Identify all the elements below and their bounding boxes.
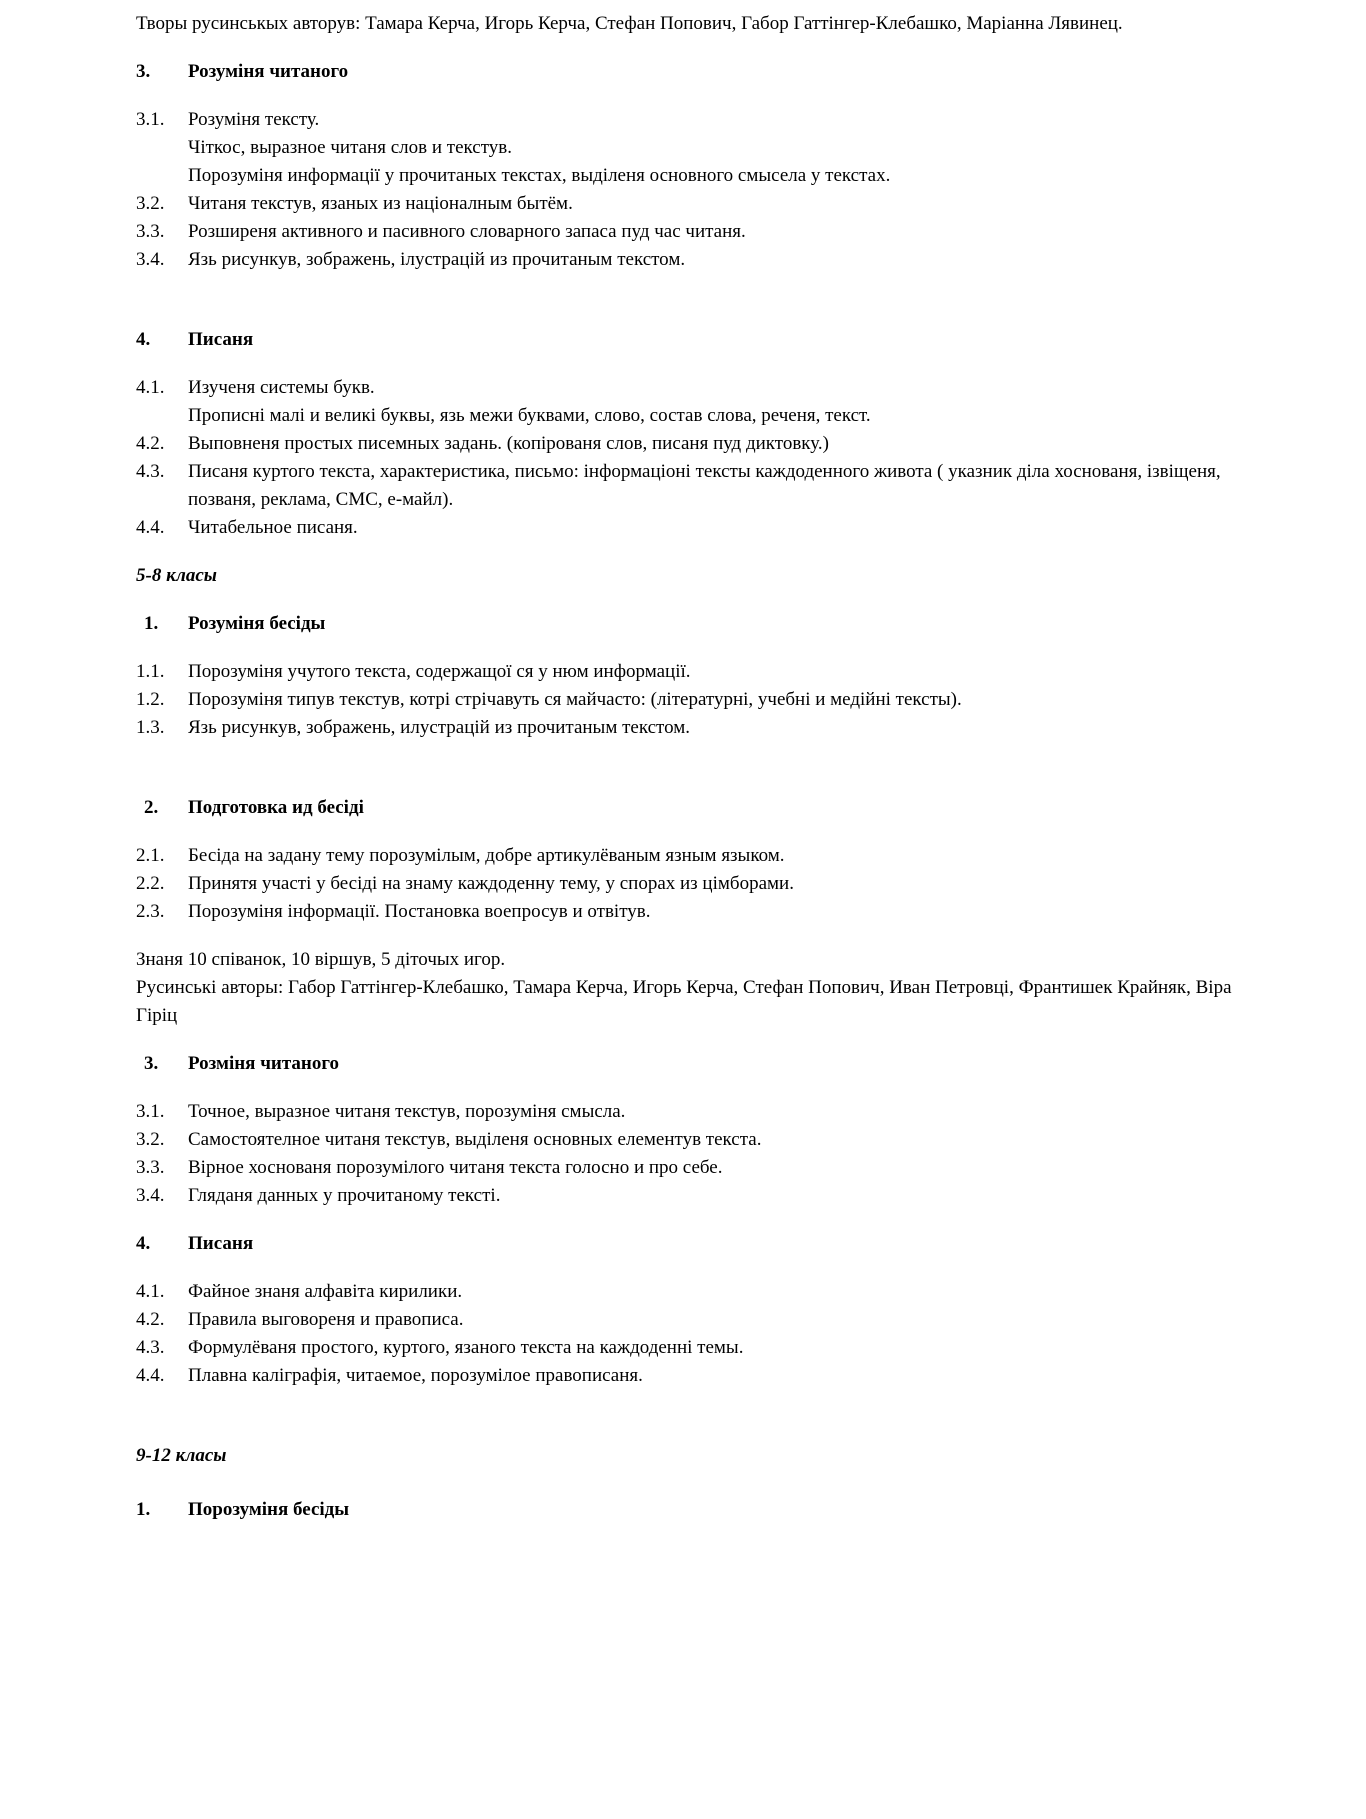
section-number: 1. (136, 1499, 151, 1520)
list-item (136, 514, 1236, 542)
section-title: Порозуміня бесіды (188, 1499, 350, 1520)
item-text: Принятя участі у бесіді на знаму каждоденну тему, у спорах из цімборами. (188, 873, 794, 894)
list-item (136, 430, 1236, 458)
list-item (136, 658, 1236, 686)
item-text: Язь рисункув, зображень, ілустрацій из прочитаным текстом. (188, 249, 686, 270)
section-heading (136, 794, 1236, 822)
section-heading (136, 1230, 1236, 1258)
item-text: Бесіда на задану тему порозумілым, добре артикулёваным язным языком. (188, 845, 785, 866)
list-item (136, 374, 1236, 402)
item-number: 2.1. (136, 845, 165, 866)
list-item (136, 190, 1236, 218)
item-text: Файное знаня алфавіта кирилики. (188, 1281, 463, 1302)
section-heading (136, 1050, 1236, 1078)
item-text: Порозуміня учутого текста, содержащої ся у нюм информації. (188, 661, 691, 682)
item-number: 2.2. (136, 873, 165, 894)
item-number: 4.1. (136, 1281, 165, 1302)
item-number: 4.2. (136, 433, 165, 454)
section-title: Писаня (188, 329, 254, 350)
item-number: 4.3. (136, 461, 165, 482)
list-item (136, 686, 1236, 714)
item-number: 3.4. (136, 1185, 165, 1206)
list-item (136, 1182, 1236, 1210)
item-text: Правила выговореня и правописа. (188, 1309, 464, 1330)
section-number: 4. (136, 1233, 151, 1254)
list-item (136, 1334, 1236, 1362)
sub-item: Прописні малі и великі буквы, язь межи буквами, слово, состав слова, реченя, текст. (188, 405, 871, 426)
list-item (136, 1098, 1236, 1126)
section-heading (136, 610, 1236, 638)
section-title: Розуміня читаного (188, 61, 349, 82)
item-number: 1.3. (136, 717, 165, 738)
section-heading (136, 58, 1236, 86)
item-text: Плавна каліграфія, читаемое, порозумілое правописаня. (188, 1365, 643, 1386)
item-text: Розширеня активного и пасивного словарного запаса пуд час читаня. (188, 221, 746, 242)
list-item (136, 246, 1236, 274)
grade-heading: 5-8 класы (136, 565, 217, 586)
list-item (136, 870, 1236, 898)
list-item (136, 1306, 1236, 1334)
list-item (136, 898, 1236, 926)
list-item (136, 842, 1236, 870)
item-number: 1.1. (136, 661, 165, 682)
item-number: 3.2. (136, 193, 165, 214)
item-text: Выповненя простых писемных задань. (копірованя слов, писаня пуд диктовку.) (188, 433, 829, 454)
item-number: 4.4. (136, 517, 165, 538)
list-item (136, 714, 1236, 742)
item-text: Изученя системы букв. (188, 377, 375, 398)
item-text: Порозуміня інформації. Постановка воепросув и отвітув. (188, 901, 651, 922)
item-text: Язь рисункув, зображень, илустрацій из прочитаным текстом. (188, 717, 690, 738)
item-number: 4.3. (136, 1337, 165, 1358)
section-number: 4. (136, 329, 151, 350)
item-number: 2.3. (136, 901, 165, 922)
list-item (136, 106, 1236, 134)
section-heading (136, 1496, 1236, 1524)
section-number: 3. (136, 61, 151, 82)
item-text: Читаня текстув, язаных из націоналным бытём. (188, 193, 573, 214)
sub-item: Порозуміня информації у прочитаных текстах, выділеня основного смысела у текстах. (188, 165, 891, 186)
section-heading (136, 326, 1236, 354)
section-title: Розуміня бесіды (188, 613, 326, 634)
item-text: Читабельное писаня. (188, 517, 358, 538)
item-number: 1.2. (136, 689, 165, 710)
section-title: Розміня читаного (188, 1053, 340, 1074)
item-text: Порозуміня типув текстув, котрі стрічавуть ся майчасто: (літературні, учебні и медійні тексты). (188, 689, 962, 710)
item-text: Вірное хоснованя порозумілого читаня текста голосно и про себе. (188, 1157, 723, 1178)
item-text: Розуміня тексту. (188, 109, 320, 130)
list-item (136, 1362, 1236, 1390)
item-text: Самостоятелное читаня текстув, выділеня основных елементув текста. (188, 1129, 762, 1150)
intro-paragraph: Творы русинськых авторув: Тамара Керча, Игорь Керча, Стефан Попович, Габор Гаттінгер-Клебашко, Маріанна Лявинец. (136, 13, 1123, 34)
list-item (136, 458, 1236, 514)
section-title: Писаня (188, 1233, 254, 1254)
item-number: 3.4. (136, 249, 165, 270)
document-page (136, 10, 1236, 1524)
section-number: 1. (144, 613, 159, 634)
list-item (136, 1154, 1236, 1182)
authors-paragraph: Русинські авторы: Габор Гаттінгер-Клебашко, Тамара Керча, Игорь Керча, Стефан Попович, Иван Петровці, Франтишек Крайняк, Віра Гіріц (136, 977, 1232, 1026)
sub-item: Чіткос, выразное читаня слов и текстув. (188, 137, 512, 158)
item-number: 3.1. (136, 1101, 165, 1122)
item-text: Писаня куртого текста, характеристика, письмо: інформаціоні тексты каждоденного живота ( указник діла хоснованя, ізвіщеня, позваня, реклама, СМС, е-майл). (188, 461, 1221, 510)
item-number: 4.1. (136, 377, 165, 398)
item-text: Формулёваня простого, куртого, язаного текста на каждоденні темы. (188, 1337, 744, 1358)
section-number: 3. (144, 1053, 159, 1074)
item-number: 3.3. (136, 221, 165, 242)
grade-heading: 9-12 класы (136, 1445, 227, 1466)
item-text: Точное, выразное читаня текстув, порозуміня смысла. (188, 1101, 626, 1122)
item-number: 3.2. (136, 1129, 165, 1150)
list-item (136, 1278, 1236, 1306)
list-item (136, 1126, 1236, 1154)
section-title: Подготовка ид бесіді (188, 797, 364, 818)
item-number: 3.3. (136, 1157, 165, 1178)
section-number: 2. (144, 797, 159, 818)
item-number: 4.2. (136, 1309, 165, 1330)
item-text: Гляданя данных у прочитаному тексті. (188, 1185, 501, 1206)
item-number: 4.4. (136, 1365, 165, 1386)
item-number: 3.1. (136, 109, 165, 130)
list-item (136, 218, 1236, 246)
songs-paragraph: Знаня 10 співанок, 10 віршув, 5 діточых игор. (136, 949, 506, 970)
